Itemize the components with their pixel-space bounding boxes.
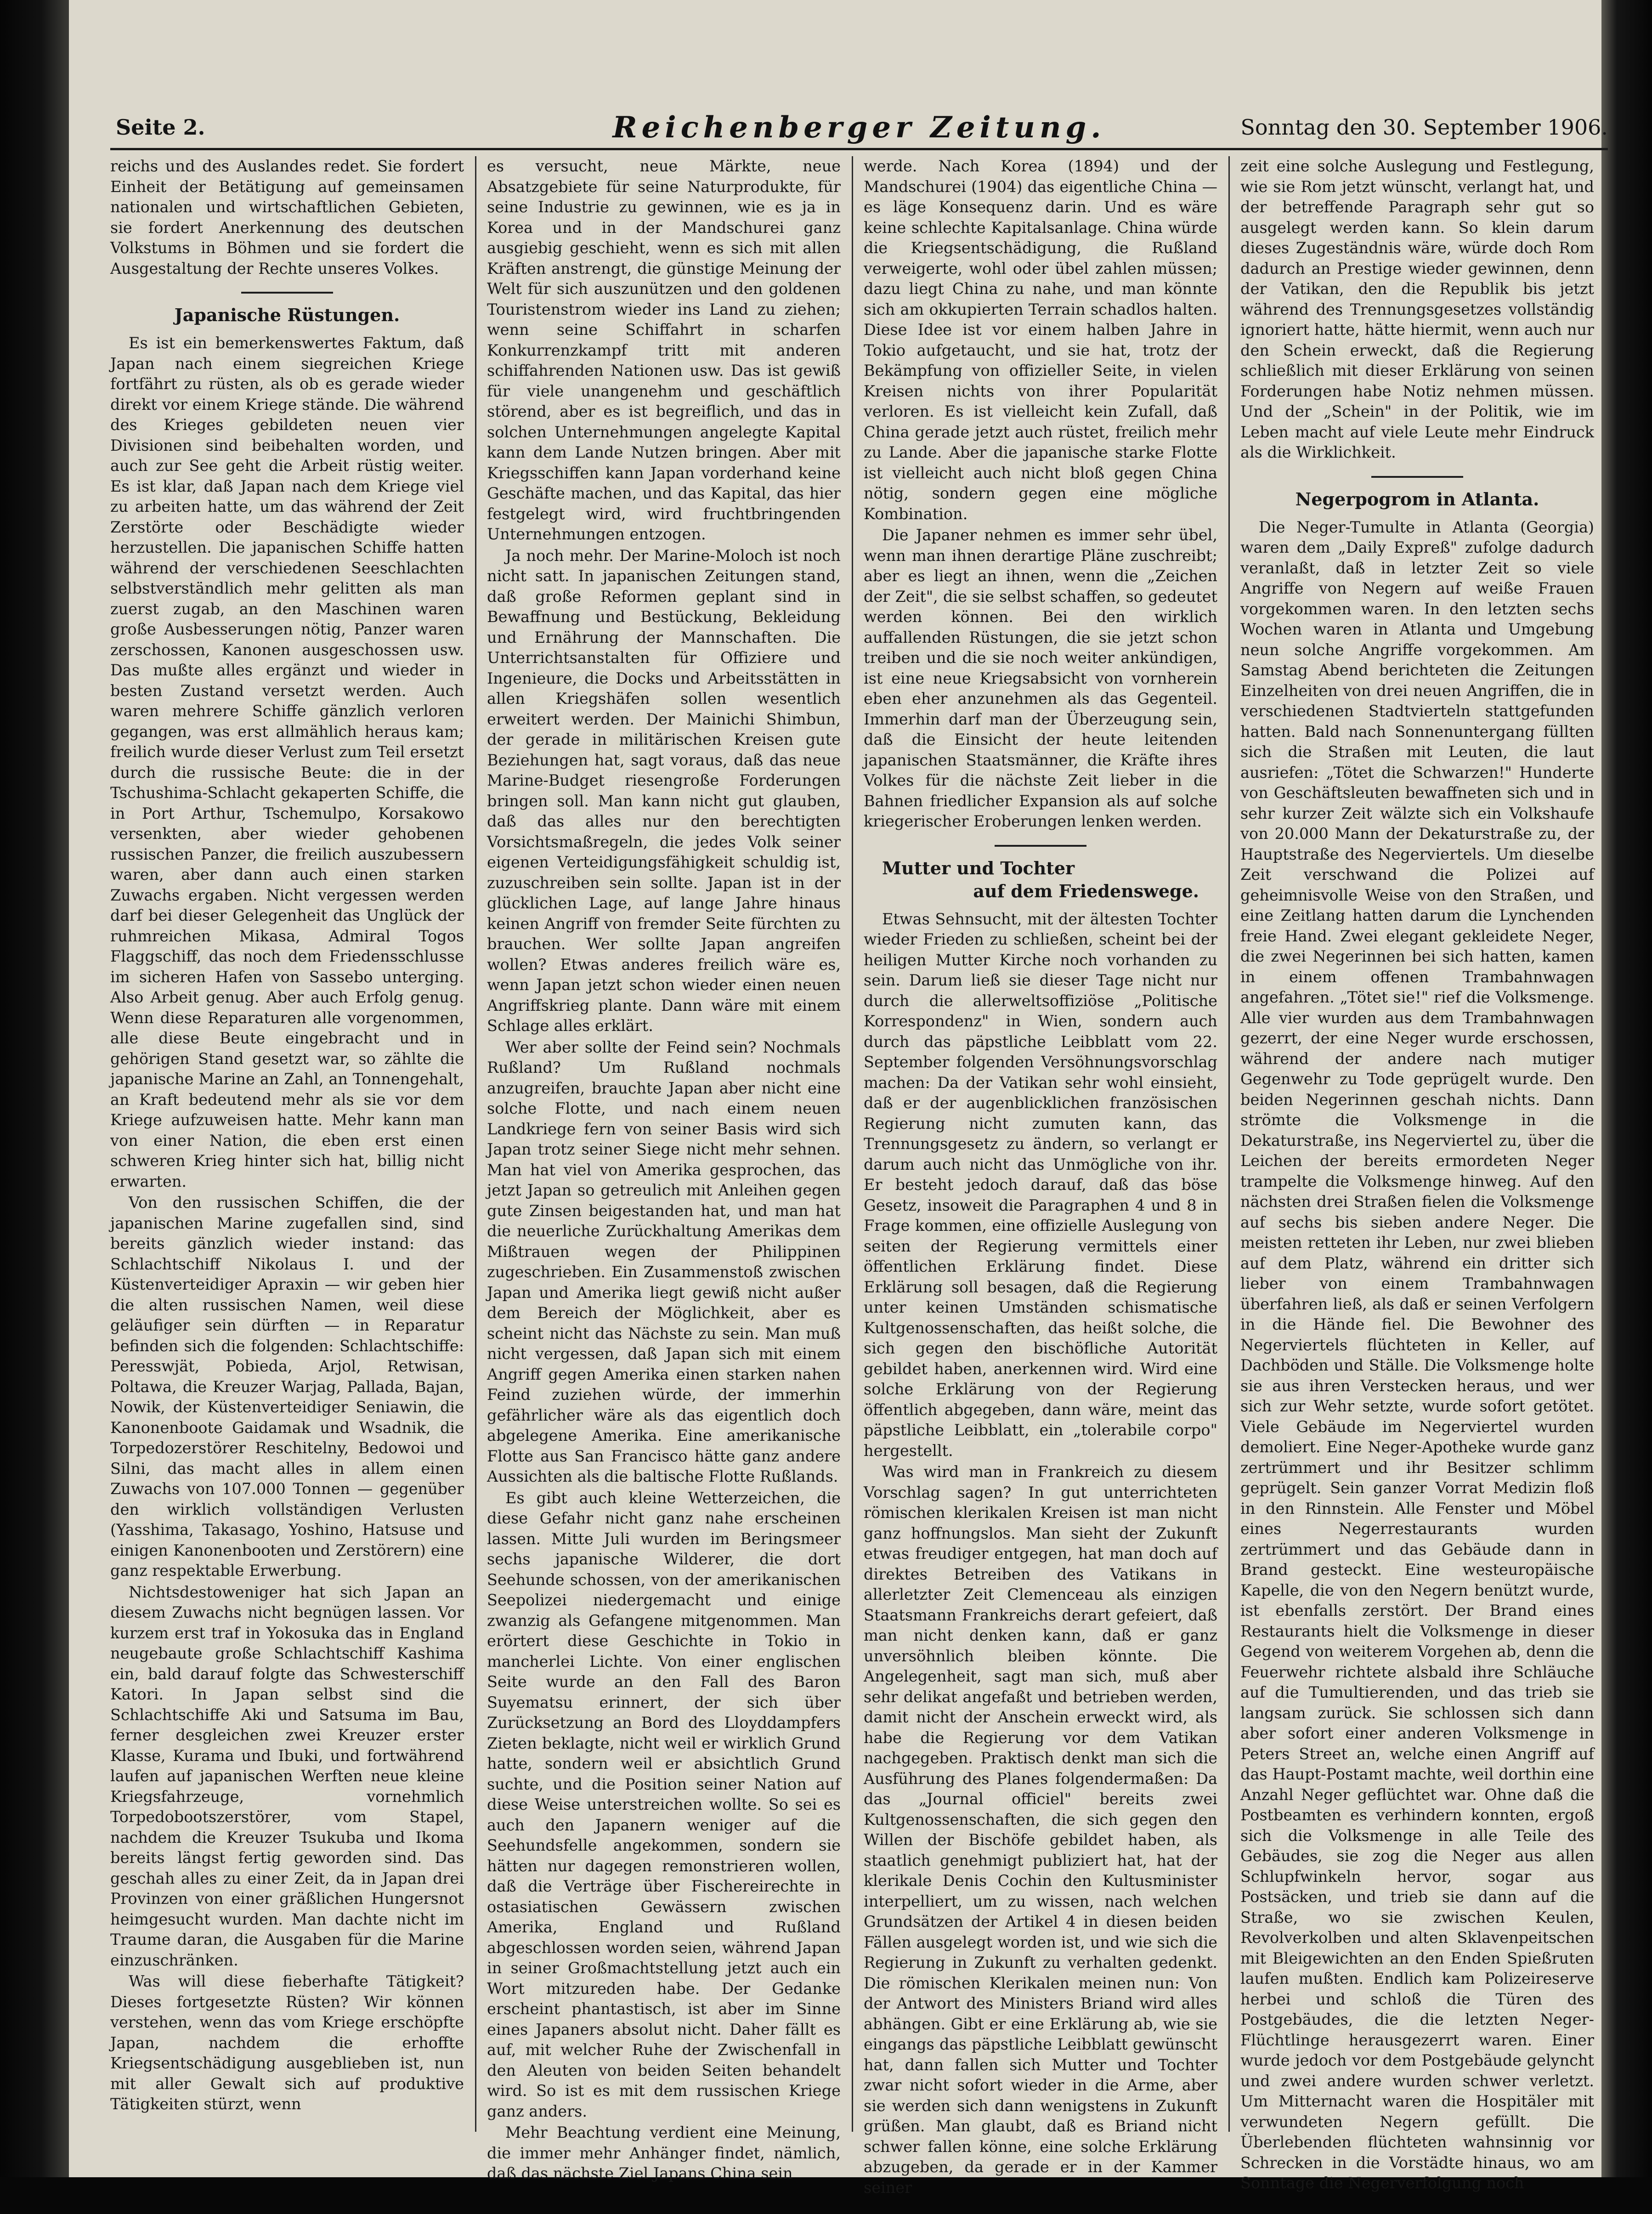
article-text: Mehr Beachtung verdient eine Meinung, die immer mehr Anhänger findet, nämlich, daß das nächste Ziel Japans China sein [487, 2123, 841, 2182]
article-text: Die Japaner nehmen es immer sehr übel, wenn man ihnen derartige Pläne zuschreibt; aber es liegt an ihnen, wenn die „Zeichen der Zeit", die sie selbst schaffen, so gedeutet werden können. Bei den wirklich auffallenden Rüstungen, die sie jetzt schon treiben und die sie noch weiter ankündigen, ist eine neue Kriegsabsicht von vornherein eben eher anzunehmen als das Gegenteil. Immerhin darf man der Überzeugung sein, daß die Einsicht der heute leitenden japanischen Staatsmänner, die Kräfte ihres Volkes für die nächste Zeit lieber in die Bahnen friedlicher Expansion als auf solche kriegerischer Eroberungen lenken werden. [864, 526, 1217, 830]
article-text: Die Neger-Tumulte in Atlanta (Georgia) waren dem „Daily Expreß" zufolge dadurch veranlaßt, daß in letzter Zeit so viele Angriffe von Negern auf weiße Frauen vorgekommen waren. In den letzten sechs Wochen waren in Atlanta und Umgebung neun solche Angriffe vorgekommen. Am Samstag Abend berichteten die Zeitungen Einzelheiten von drei neuen Angriffen, die in verschiedenen Stadtvierteln stattgefunden hatten. Bald nach Sonnenuntergang füllten sich die Straßen mit Leuten, die laut ausriefen: „Tötet die Schwarzen!" Hunderte von Geschäftsleuten bewaffneten sich und in sehr kurzer Zeit wälzte sich ein Volkshaufe von 20.000 Mann der Dekaturstraße zu, der Hauptstraße des Negerviertels. Um dieselbe Zeit verschwand die Polizei auf geheimnisvolle Weise von den Straßen, und eine Zeitlang hatten darum die Lynchenden freie Hand. Zwei elegant gekleidete Neger, die zwei Negerinnen bei sich hatten, kamen in einem offenen Trambahnwagen angefahren. „Tötet sie!" rief die Volksmenge. Alle vier wurden aus dem Trambahnwagen gezerrt, der eine Neger wurde erschossen, während der andere nach mutiger Gegenwehr zu Tode geprügelt wurde. Den beiden Negerinnen geschah nichts. Dann strömte die Volksmenge in die Dekaturstraße, ins Negerviertel zu, über die Leichen der bereits ermordeten Neger trampelte die Volksmenge hinweg. Auf den nächsten drei Straßen fielen die Volksmenge auf sechs bis sieben andere Neger. Die meisten retteten ihr Leben, nur zwei blieben auf dem Platz, während ein dritter sich lieber von einem Trambahnwagen überfahren ließ, als daß er seinen Verfolgern in die Hände fiel. Die Bewohner des Negerviertels flüchteten in Keller, auf Dachböden und Ställe. Die Volksmenge holte sie aus ihren Verstecken heraus, und wer sich zur Wehr setzte, wurde sofort getötet. Viele Gebäude im Negerviertel wurden demoliert. Eine Neger-Apotheke wurde ganz zertrümmert und ihr Besitzer schlimm geprügelt. Sein ganzer Vorrat Medizin floß in den Rinnstein. Alle Fenster und Möbel eines Negerrestaurants wurden zertrümmert und das Gebäude dann in Brand gesteckt. Eine westeuropäische Kapelle, die von den Negern benützt wurde, ist ebenfalls zerstört. Der Brand eines Restaurants hielt die Volksmenge in dieser Gegend von weiterem Vorgehen ab, denn die Feuerwehr richtete alsbald ihre Schläuche auf die Tumultierenden, und das trieb sie langsam zurück. Sie schlossen sich dann aber sofort einer anderen Volksmenge in Peters Street an, welche einen Angriff auf das Haupt-Postamt machte, weil dorthin eine Anzahl Neger geflüchtet war. Ohne daß die Postbeamten es verhindern konnten, ergoß sich die Volksmenge in alle Teile des Gebäudes, sie zog die Neger aus allen Schlupfwinkeln hervor, sogar aus Postsäcken, und trieb sie dann auf die Straße, wo sie zwischen Keulen, Revolverkolben und alten Sklavenpeitschen mit Bleigewichten an den Enden Spießruten laufen mußten. Endlich kam Polizeireserve herbei und schloß die Türen des Postgebäudes, die die letzten Neger-Flüchtlinge herausgezerrt waren. Einer wurde jedoch vor dem Postgebäude gelyncht und zwei andere wurden schwer verletzt. Um Mitternacht waren die Hospitäler mit verwundeten Negern gefüllt. Die Überlebenden flüchteten wahnsinnig vor Schrecken in die Vorstädte hinaus, wo am Sonntage die Negerverfolgung noch [1240, 518, 1594, 2192]
microfilm-border-left [0, 0, 69, 2214]
article-text: Was wird man in Frankreich zu diesem Vorschlag sagen? In gut unterrichteten römischen klerikalen Kreisen ist man nicht ganz hoffnungslos. Man sieht der Zukunft etwas freudiger entgegen, hat man doch auf direktes Betreiben des Vatikans in allerletzter Zeit Clemenceau als einzigen Staatsmann Frankreichs derart gefeiert, daß man nicht denken kann, daß er ganz unversöhnlich bleiben könnte. Die Angelegenheit, sagt man sich, muß aber sehr delikat angefaßt und betrieben werden, damit nicht der Anschein erweckt wird, als habe die Regierung vor dem Vatikan nachgegeben. Praktisch denkt man sich die Ausführung des Planes folgendermaßen: Da das „Journal officiel" bereits zwei Kultgenossenschaften, die sich gegen den Willen der Bischöfe gebildet haben, als staatlich genehmigt publiziert hat, hat der klerikale Denis Cochin den Kultusminister interpelliert, um zu wissen, nach welchen Grundsätzen der Artikel 4 in diesen beiden Fällen ausgelegt worden ist, und wie sich die Regierung in Zukunft zu verhalten gedenkt. Die römischen Klerikalen meinen nun: Von der Antwort des Ministers Briand wird alles abhängen. Gibt er eine Erklärung ab, wie sie eingangs das päpstliche Leibblatt gewünscht hat, dann fallen sich Mutter und Tochter zwar nicht sofort wieder in die Arme, aber sie werden sich dann wenigstens in Zukunft grüßen. Man glaubt, daß es Briand nicht schwer fallen könne, eine solche Erklärung abzugeben, da gerade er in der Kammer seiner [864, 1463, 1217, 2197]
column-4 [1240, 156, 1594, 2192]
section-divider [241, 292, 333, 294]
article-text: werde. Nach Korea (1894) und der Mandschurei (1904) das eigentliche China — es läge Konsequenz darin. Und es wäre keine schlechte Kapitalsanlage. China würde die Kriegsentschädigung, die Rußland verweigerte, wohl oder übel zahlen müssen; dazu liegt China zu nahe, und man könnte sich am okkupierten Terrain schadlos halten. Diese Idee ist vor einem halben Jahre in Tokio aufgetaucht, und sie hat, trotz der Bekämpfung von offizieller Seite, in vielen Kreisen nichts von ihrer Popularität verloren. Es ist vielleicht kein Zufall, daß China gerade jetzt auch rüstet, freilich mehr zu Lande. Aber die japanische starke Flotte ist vielleicht auch nicht bloß gegen China nötig, sondern gegen eine mögliche Kombination. [864, 157, 1217, 523]
article-columns [110, 156, 1608, 2197]
column-divider [475, 156, 476, 2132]
article-text: reichs und des Auslandes redet. Sie fordert Einheit der Betätigung auf gemeinsamen nationalen und wirtschaftlichen Gebieten, sie fordert Anerkennung des deutschen Volkstums in Böhmen und sie fordert die Ausgestaltung der Rechte unseres Volkes. [110, 157, 464, 277]
column-1 [110, 156, 464, 2132]
newspaper-title: Reichenberger Zeitung. [612, 110, 1106, 145]
article-text: Es ist ein bemerkenswertes Faktum, daß Japan nach einem siegreichen Kriege fortfährt zu rüsten, als ob es gerade wieder direkt vor einem Kriege stände. Die während des Krieges gebildeten neuen vier Divisionen sind beibehalten worden, und auch zur See geht die Arbeit rüstig weiter. Es ist klar, daß Japan nach dem Kriege viel zu arbeiten hatte, um das während der Zeit Zerstörte oder Beschädigte wieder herzustellen. Die japanischen Schiffe hatten während der verschiedenen Seeschlachten selbstverständlich mehr gelitten als man zuerst zugab, an den Maschinen waren große Ausbesserungen nötig, Panzer waren zerschossen, Kanonen ausgeschossen usw. Das mußte alles ergänzt und wieder in besten Zustand versetzt werden. Auch waren mehrere Schiffe gänzlich verloren gegangen, was erst allmählich heraus kam; freilich wurde dieser Verlust zum Teil ersetzt durch die russische Beute: die in der Tschushima-Schlacht gekaperten Schiffe, die in Port Arthur, Tschemulpo, Korsakowo versenkten, aber wieder gehobenen russischen Panzer, die freilich auszubessern waren, aber dann auch einen starken Zuwachs ergaben. Nicht vergessen werden darf bei dieser Gelegenheit das Unglück der ruhmreichen Mikasa, Admiral Togos Flaggschiff, das noch dem Friedensschlusse im sicheren Hafen von Sassebo unterging. Also Arbeit genug. Aber auch Erfolg genug. Wenn diese Reparaturen alle vorgenommen, alle diese Beute eingebracht und in gehörigen Stand gesetzt war, so zählte die japanische Marine an Zahl, an Tonnengehalt, an Kraft bedeutend mehr als sie vor dem Kriege aufzuweisen hatte. Mehr kann man von einer Nation, die eben erst einen schweren Krieg hinter sich hat, billig nicht erwarten. [110, 334, 464, 1190]
issue-date: Sonntag den 30. September 1906. [1240, 115, 1608, 140]
article-text: Ja noch mehr. Der Marine-Moloch ist noch nicht satt. In japanischen Zeitungen stand, daß große Reformen geplant sind in Bewaffnung und Bestückung, Bekleidung und Ernährung der Mannschaften. Die Unterrichtsanstalten für Offiziere und Ingenieure, die Docks und Arbeitsstätten in allen Kriegshäfen sollen wesentlich erweitert werden. Der Mainichi Shimbun, der gerade in militärischen Kreisen gute Beziehungen hat, sagt voraus, daß das neue Marine-Budget riesengroße Forderungen bringen soll. Man kann nicht gut glauben, daß das alles nur den berechtigten Vorsichtsmaßregeln, die jedes Volk seiner eigenen Verteidigungsfähigkeit schuldig ist, zuzuschreiben sein sollte. Japan ist in der glücklichen Lage, auf lange Jahre hinaus keinen Angriff von fremder Seite fürchten zu brauchen. Wer sollte Japan angreifen wollen? Etwas anderes freilich wäre es, wenn Japan jetzt schon wieder einen neuen Angriffskrieg plante. Dann wäre mit einem Schlage alles erklärt. [487, 546, 841, 1035]
section-divider [995, 845, 1086, 847]
page-header [110, 108, 1608, 150]
article-text: Von den russischen Schiffen, die der japanischen Marine zugefallen sind, sind bereits gänzlich wieder instand: das Schlachtschiff Nikolaus I. und der Küstenverteidiger Apraxin — wir geben hier die alten russischen Namen, weil diese geläufiger sein dürften — in Reparatur befinden sich die folgenden: Schlachtschiffe: Peresswjät, Pobieda, Arjol, Retwisan, Poltawa, die Kreuzer Warjag, Pallada, Bajan, Nowik, der Küstenverteidiger Seniawin, die Kanonenboote Gaidamak und Wsadnik, die Torpedozerstörer Reschitelny, Bedowoi und Silni, das macht alles in allem einen Zuwachs von 107.000 Tonnen — gegenüber den wirklich vollständigen Verlusten (Yasshima, Takasago, Yoshino, Hatsuse und einigen Kanonenbooten und Zerstörern) eine ganz respektable Erwerbung. [110, 1194, 464, 1580]
article-heading: Mutter und Tochter [882, 857, 1075, 878]
article-text: Was will diese fieberhafte Tätigkeit? Dieses fortgesetzte Rüsten? Wir können verstehen, wenn das vom Kriege erschöpfte Japan, nachdem die erhoffte Kriegsentschädigung ausgeblieben ist, nun mit aller Gewalt sich auf produktive Tätigkeiten stürzt, wenn [110, 1972, 464, 2113]
article-text: zeit eine solche Auslegung und Festlegung, wie sie Rom jetzt wünscht, verlangt hat, und der betreffende Paragraph sehr gut so ausgelegt werden kann. So klein darum dieses Zugeständnis wäre, würde doch Rom dadurch an Prestige wieder gewinnen, denn der Vatikan, den die Republik bis jetzt während des Trennungsgesetzes vollständig ignoriert hatte, hätte hiermit, wenn auch nur den Schein erweckt, daß die Regierung schließlich mit dieser Erklärung von seinen Forderungen habe Notiz nehmen müssen. Und der „Schein" in der Politik, wie im Leben macht auf viele Leute mehr Eindruck als die Wirklichkeit. [1240, 157, 1594, 461]
article-heading: Japanische Rüstungen. [174, 305, 400, 325]
article-text: Nichtsdestoweniger hat sich Japan an diesem Zuwachs nicht begnügen lassen. Vor kurzem erst traf in Yokosuka das in England neugebaute große Schlachtschiff Kashima ein, bald darauf folgte das Schwesterschiff Katori. In Japan selbst sind die Schlachtschiffe Aki und Satsuma im Bau, ferner desgleichen zwei Kreuzer erster Klasse, Kurama und Ibuki, und fortwährend laufen auf japanischen Werften neue kleine Kriegsfahrzeuge, vornehmlich Torpedobootszerstörer, vom Stapel, nachdem die Kreuzer Tsukuba und Ikoma bereits längst fertig geworden sind. Das geschah alles zu einer Zeit, da in Japan drei Provinzen von einer gräßlichen Hungersnot heimgesucht wurden. Man dachte nicht im Traume daran, die Ausgaben für die Marine einzuschränken. [110, 1583, 464, 1969]
article-text: Wer aber sollte der Feind sein? Nochmals Rußland? Um Rußland nochmals anzugreifen, brauchte Japan aber nicht eine solche Flotte, und nach einem neuen Landkriege fern von seiner Basis wird sich Japan trotz seiner Siege nicht mehr sehnen. Man hat viel von Amerika gesprochen, das jetzt Japan so getreulich mit Anleihen gegen gute Zinsen beigestanden hat, und man hat die neuerliche Zurückhaltung Amerikas dem Mißtrauen wegen der Philippinen zugeschrieben. Ein Zusammenstoß zwischen Japan und Amerika liegt gewiß nicht außer dem Bereich der Möglichkeit, aber es scheint nicht das Nächste zu sein. Man muß nicht vergessen, daß Japan sich mit einem Angriff gegen Amerika einen starken nahen Feind zuziehen würde, der immerhin gefährlicher wäre als das eigentlich doch abgelegene Amerika. Eine amerikanische Flotte aus San Francisco hätte ganz andere Aussichten als die baltische Flotte Rußlands. [487, 1038, 841, 1485]
article-text: Etwas Sehnsucht, mit der ältesten Tochter wieder Frieden zu schließen, scheint bei der heiligen Mutter Kirche noch vorhanden zu sein. Darum ließ sie dieser Tage nicht nur durch die allerweltsoffiziöse „Politische Korrespondenz" in Wien, sondern auch durch das päpstliche Leibblatt vom 22. September folgenden Versöhnungsvorschlag machen: Da der Vatikan sehr wohl einsieht, daß er der augenblicklichen französischen Regierung nicht zumuten kann, das Trennungsgesetz zu ändern, so verlangt er darum auch nicht das Unmögliche von ihr. Er besteht jedoch darauf, daß das böse Gesetz, insoweit die Paragraphen 4 und 8 in Frage kommen, eine offizielle Auslegung von seiten der Regierung vermittels einer öffentlichen Erklärung findet. Diese Erklärung soll besagen, daß die Regierung unter keinen Umständen schismatische Kultgenossenschaften, das heißt solche, die sich gegen den bischöfliche Autorität gebildet haben, anerkennen wird. Wird eine solche Erklärung von der Regierung öffentlich abgegeben, dann wäre, meint das päpstliche Leibblatt, ein „tolerabile corpo" hergestellt. [864, 910, 1217, 1460]
article-text: Es gibt auch kleine Wetterzeichen, die diese Gefahr nicht ganz nahe erscheinen lassen. Mitte Juli wurden im Beringsmeer sechs japanische Wilderer, die dort Seehunde schossen, von der amerikanischen Seepolizei niedergemacht und einige zwanzig als Gefangene mitgenommen. Man erörtert diese Geschichte in Tokio in mancherlei Lichte. Von einer englischen Seite wurde an den Fall des Baron Suyematsu erinnert, der sich über Zurücksetzung an Bord des Lloyddampfers Zieten beklagte, nicht weil er wirklich Grund hatte, sondern weil er absichtlich Grund suchte, und die Position seiner Nation auf diese Weise unterstreichen wollte. So sei es auch den Japanern weniger auf die Seehundsfelle angekommen, sondern sie hätten nur dagegen remonstrieren wollen, daß die Verträge über Fischereirechte in ostasiatischen Gewässern zwischen Amerika, England und Rußland abgeschlossen worden seien, während Japan in seiner Großmachtstellung jetzt auch ein Wort mitzureden habe. Der Gedanke erscheint phantastisch, ist aber im Sinne eines Japaners absolut nicht. Daher fällt es auf, mit welcher Ruhe der Zwischenfall in den Aleuten von beiden Seiten behandelt wird. So ist es mit dem russischen Kriege ganz anders. [487, 1489, 841, 2120]
column-divider [1228, 156, 1230, 2132]
page-number: Seite 2. [116, 115, 205, 140]
column-divider [852, 156, 853, 2132]
article-subheading: auf dem Friedenswege. [973, 880, 1199, 901]
microfilm-border-right [1601, 0, 1652, 2214]
column-2 [487, 156, 841, 2182]
article-heading: Negerpogrom in Atlanta. [1295, 488, 1539, 510]
article-text: es versucht, neue Märkte, neue Absatzgebiete für seine Naturprodukte, für seine Industrie zu gewinnen, wie es ja in Korea und in der Mandschurei ganz ausgiebig geschieht, wenn es sich mit allen Kräften anstrengt, die günstige Meinung der Welt für sich auszunützen und den goldenen Touristenstrom wieder ins Land zu ziehen; wenn seine Schiffahrt in scharfen Konkurrenzkampf tritt mit anderen schiffahrenden Nationen usw. Das ist gewiß für viele unangenehm und geschäftlich störend, aber es ist begreiflich, und das in solchen Unternehmungen angelegte Kapital kann dem Lande Nutzen bringen. Aber mit Kriegsschiffen kann Japan vorderhand keine Geschäfte machen, und das Kapital, das hier festgelegt wird, wird fruchtbringenden Unternehmungen entzogen. [487, 157, 841, 543]
section-divider [1371, 476, 1463, 478]
column-3 [864, 156, 1217, 2197]
